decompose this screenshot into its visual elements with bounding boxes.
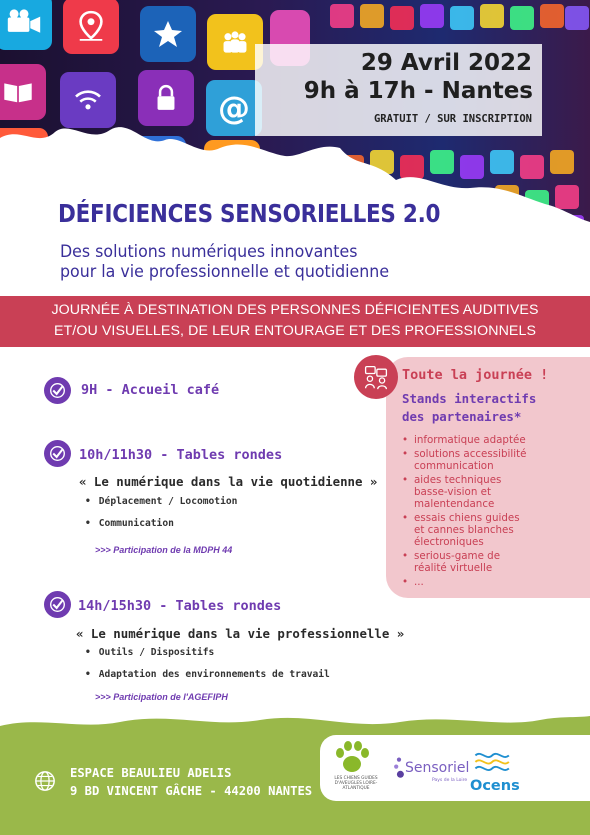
torn-paper-edge [0,118,590,258]
agenda-participation: >>> Participation de la MDPH 44 [95,545,233,555]
book-icon [0,64,46,120]
at-sign-icon: @ [206,80,262,136]
sensoriel-logo-mark [392,755,406,781]
logo-sensoriel-region: Pays de la Loire [432,778,468,783]
page-subtitle [60,242,389,282]
list-item: • informatique adaptée [402,434,526,446]
venue-address: 9 BD VINCENT GÂCHE - 44200 NANTES [70,784,313,798]
star-icon [140,6,196,62]
panel-subtitle-line: des partenaires* [402,409,522,424]
ocens-logo-mark [472,748,516,774]
agenda-time-afternoon: 14h/15h30 - Tables rondes [78,598,282,614]
agenda-theme-morning: « Le numérique dans la vie quotidienne » [79,474,378,489]
panel-subtitle [402,390,536,426]
page-title: DÉFICIENCES SENSORIELLES 2.0 [58,199,441,228]
event-date: 29 Avril 2022 [360,50,532,76]
event-admission: GRATUIT / SUR INSCRIPTION [373,113,532,125]
list-item: • essais chiens guides et cannes blanches électroniques [402,512,526,549]
panel-title: Toute la journée ! [402,367,549,383]
banner-line: ET/OU VISUELLES, DE LEUR ENTOURAGE ET DES PROFESSIONNELS [53,323,537,339]
check-icon [44,440,71,467]
audience-banner [0,296,590,347]
subtitle-line: Des solutions numériques innovantes [60,242,358,262]
list-item: • aides techniques basse-vision et malentendance [402,474,526,511]
list-item: • solutions accessibilité communication [402,448,526,472]
video-camera-icon [0,0,52,50]
agenda-time-morning: 10h/11h30 - Tables rondes [79,447,283,463]
banner-line: JOURNÉE À DESTINATION DES PERSONNES DÉFICIENTES AUDITIVES [51,302,539,318]
agenda-time-welcome: 9H - Accueil café [81,382,220,398]
list-item: • ... [402,576,526,588]
agenda-bullet: • Outils / Dispositifs [85,647,214,658]
panel-subtitle-line: Stands interactifs [402,391,537,406]
logo-chiens-guides: LES CHIENS GUIDES D'AVEUGLES LOIRE-ATLANTIQUE [334,776,378,791]
conversation-icon [354,355,398,399]
subtitle-line: pour la vie professionnelle et quotidienne [60,262,390,282]
map-pin-icon [63,0,119,54]
agenda-theme-afternoon: « Le numérique dans la vie professionnelle » [76,626,405,641]
paw-icon [332,740,372,774]
venue-name: ESPACE BEAULIEU ADELIS [70,766,232,780]
logo-sensoriel: Sensoriel [405,760,470,776]
agenda-participation: >>> Participation de l'AGEFIPH [95,692,228,702]
logo-ocens: Ocens [470,778,520,794]
agenda-bullet: • Adaptation des environnements de travail [85,669,330,680]
globe-icon [34,770,56,792]
stands-list [402,434,526,589]
check-icon [44,377,71,404]
agenda-bullet: • Communication [85,518,174,529]
check-icon [44,591,71,618]
list-item: • serious-game de réalité virtuelle [402,550,526,574]
event-time-place: 9h à 17h - Nantes [303,78,533,104]
agenda-bullet: • Déplacement / Locomotion [85,496,237,507]
